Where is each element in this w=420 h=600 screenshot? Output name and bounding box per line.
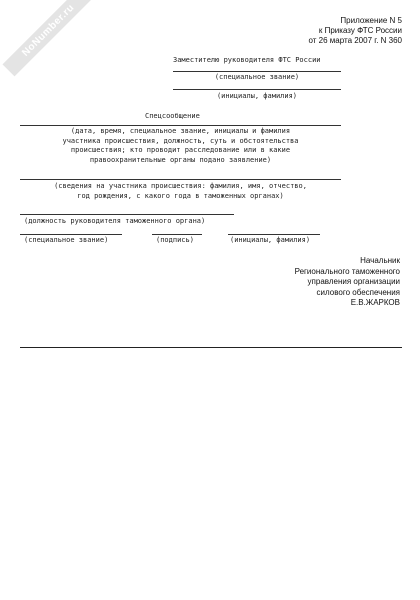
incident-line [20, 125, 341, 126]
signature-name-line [228, 234, 320, 235]
rank-caption: (специальное звание) [214, 73, 300, 81]
appendix-line: к Приказу ФТС России [318, 26, 402, 35]
signer-line: Регионального таможенного [294, 266, 400, 276]
document-title: Спецсообщение [145, 112, 200, 120]
appendix-header [308, 16, 402, 46]
name-line [173, 89, 341, 90]
signature-rank-caption: (специальное звание) [24, 236, 109, 244]
signature-sign-caption: (подпись) [156, 236, 194, 244]
incident-caption-line: происшествия; кто проводит расследование или в какие [70, 146, 291, 154]
participant-caption-line: год рождения, с какого года в таможенных органах) [77, 191, 284, 200]
incident-caption [20, 127, 341, 165]
name-caption: (инициалы, фамилия) [216, 92, 298, 100]
participant-caption-line: (сведения на участника происшествия: фамилия, имя, отчество, [54, 182, 307, 190]
incident-caption-line: участника происшествия, должность, суть и обстоятельства [62, 136, 299, 145]
participant-caption [20, 182, 341, 201]
appendix-line: от 26 марта 2007 г. N 360 [308, 36, 402, 45]
signer-line: управления организации [307, 277, 400, 286]
signer-line: Начальник [360, 256, 400, 265]
position-line [20, 214, 234, 215]
signature-sign-line [152, 234, 202, 235]
watermark-logo: NoNumber.ru [3, 0, 95, 76]
incident-caption-line: (дата, время, специальное звание, инициалы и фамилия [70, 127, 291, 135]
appendix-line: Приложение N 5 [340, 16, 402, 25]
rank-line [173, 71, 341, 72]
signer-name: Е.В.ЖАРКОВ [350, 298, 400, 307]
signer-block [295, 256, 400, 309]
signature-name-caption: (инициалы, фамилия) [230, 236, 311, 244]
bottom-divider [20, 347, 402, 348]
incident-caption-line: правоохранительные органы подано заявление) [89, 155, 272, 164]
signature-rank-line [20, 234, 122, 235]
signer-line: силового обеспечения [316, 287, 400, 297]
addressee-title: Заместителю руководителя ФТС России [173, 56, 321, 64]
position-caption: (должность руководителя таможенного органа) [24, 217, 206, 225]
participant-line [20, 179, 341, 180]
